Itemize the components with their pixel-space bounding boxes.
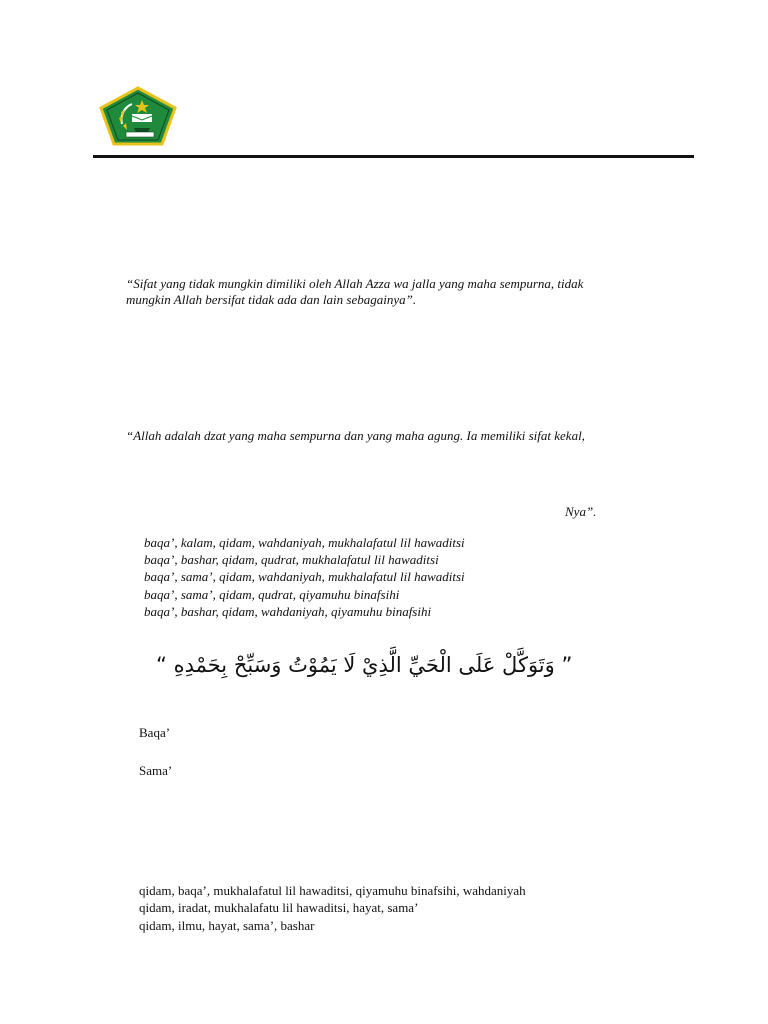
option-item: baqa’, sama’, qidam, qudrat, qiyamuhu binafsihi — [144, 586, 400, 602]
verse-open-quote: “ — [156, 653, 167, 677]
quote-sifat-mustahil — [126, 276, 583, 308]
quote-line: “Sifat yang tidak mungkin dimiliki oleh Allah Azza wa jalla yang maha sempurna, tidak — [126, 276, 584, 291]
answer-options-2 — [139, 882, 526, 934]
header-rule — [93, 155, 694, 158]
option-item: baqa’, bashar, qidam, wahdaniyah, qiyamuhu binafsihi — [144, 603, 432, 619]
option-item: baqa’, kalam, qidam, wahdaniyah, mukhalafatul lil hawaditsi — [144, 535, 465, 550]
word-sama: Sama’ — [139, 763, 173, 778]
quote-closing: Nya”. — [565, 504, 597, 519]
answer-options-1 — [144, 534, 465, 620]
option-item: qidam, baqa’, mukhalafatul lil hawaditsi, qiyamuhu binafsihi, wahdaniyah — [139, 883, 526, 898]
verse-text: وَتَوَكَّلْ عَلَى الْحَيِّ الَّذِيْ لَا يَمُوْتُ وَسَبِّحْ بِحَمْدِهِ — [173, 653, 555, 677]
option-item: qidam, iradat, mukhalafatu lil hawaditsi, hayat, sama’ — [139, 900, 419, 916]
word-baqa: Baqa’ — [139, 725, 171, 740]
option-item: baqa’, bashar, qidam, qudrat, mukhalafatul lil hawaditsi — [144, 552, 439, 568]
kementerian-agama-logo — [98, 86, 178, 146]
option-item: baqa’, sama’, qidam, wahdaniyah, mukhalafatul lil hawaditsi — [144, 569, 465, 585]
option-item: qidam, ilmu, hayat, sama’, bashar — [139, 917, 315, 933]
verse-close-quote: ” — [561, 653, 573, 677]
quote-line: mungkin Allah bersifat tidak ada dan lain sebagainya”. — [126, 292, 417, 307]
quote-allah-dzat: “Allah adalah dzat yang maha sempurna dan yang maha agung. Ia memiliki sifat kekal, — [126, 428, 585, 443]
arabic-verse — [156, 650, 573, 680]
